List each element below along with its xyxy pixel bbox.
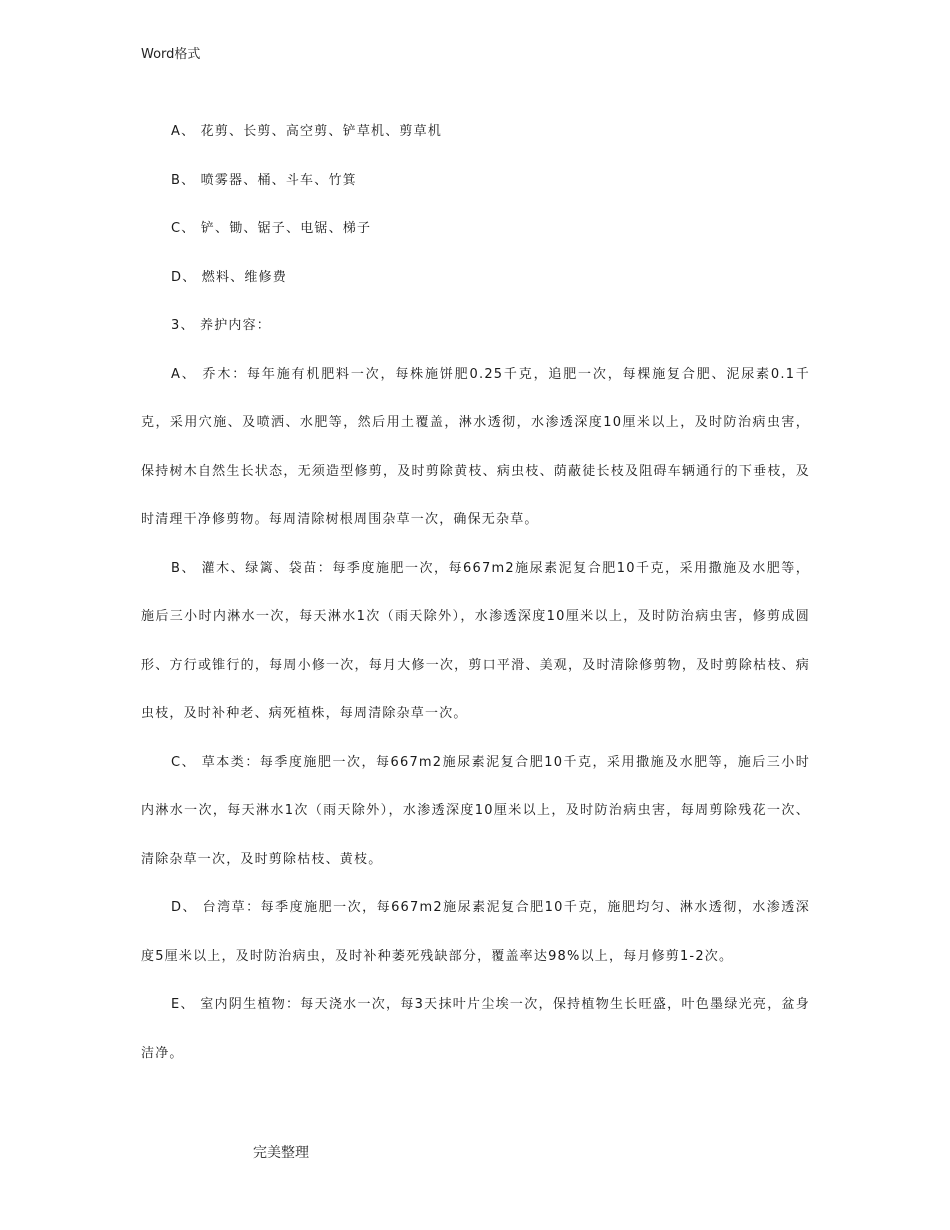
paragraph-tool-a: A、 花剪、长剪、高空剪、铲草机、剪草机: [171, 124, 443, 139]
page-header: Word格式: [141, 47, 201, 62]
paragraph-taiwan-grass: D、 台湾草：每季度施肥一次，每667m2施尿素泥复合肥10千克，施肥均匀、淋水透彻，水渗透深度5厘米以上，及时防治病虫，及时补种萎死残缺部分，覆盖率达98%以上，每月修剪1-2次。: [141, 900, 810, 964]
document-body: [141, 108, 810, 1078]
paragraph-tool-d: D、 燃料、维修费: [171, 269, 287, 285]
paragraph-indoor-plants: E、 室内阴生植物：每天浇水一次，每3天抹叶片尘埃一次，保持植物生长旺盛，叶色墨绿光亮，盆身洁净。: [141, 997, 810, 1061]
paragraph-shrubs: B、 灌木、绿篱、袋苗：每季度施肥一次，每667m2施尿素泥复合肥10千克，采用撒施及水肥等，施后三小时内淋水一次，每天淋水1次（雨天除外），水渗透深度10厘米以上，及时防治病虫害，修剪成圆形、方行或锥行的，每周小修一次，每月大修一次，剪口平滑、美观，及时清除修剪物，及时剪除枯枝、病虫枝，及时补种老、病死植株，每周清除杂草一次。: [141, 560, 810, 721]
page-footer: 完美整理: [253, 1145, 309, 1161]
paragraph-herbs: C、 草本类：每季度施肥一次，每667m2施尿素泥复合肥10千克，采用撒施及水肥等，施后三小时内淋水一次，每天淋水1次（雨天除外），水渗透深度10厘米以上，及时防治病虫害，每周剪除残花一次、清除杂草一次，及时剪除枯枝、黄枝。: [141, 754, 810, 867]
paragraph-trees: A、 乔木：每年施有机肥料一次，每株施饼肥0.25千克，追肥一次，每棵施复合肥、泥尿素0.1千克，采用穴施、及喷洒、水肥等，然后用土覆盖，淋水透彻，水渗透深度10厘米以上，及时防治病虫害，保持树木自然生长状态，无须造型修剪，及时剪除黄枝、病虫枝、荫蔽徒长枝及阻碍车辆通行的下垂枝，及时清理干净修剪物。每周清除树根周围杂草一次，确保无杂草。: [141, 366, 810, 527]
paragraph-tool-c: C、 铲、锄、锯子、电锯、梯子: [171, 221, 372, 236]
section-heading-maintenance: 3、 养护内容：: [171, 318, 272, 333]
paragraph-tool-b: B、 喷雾器、桶、斗车、竹箕: [171, 172, 357, 188]
